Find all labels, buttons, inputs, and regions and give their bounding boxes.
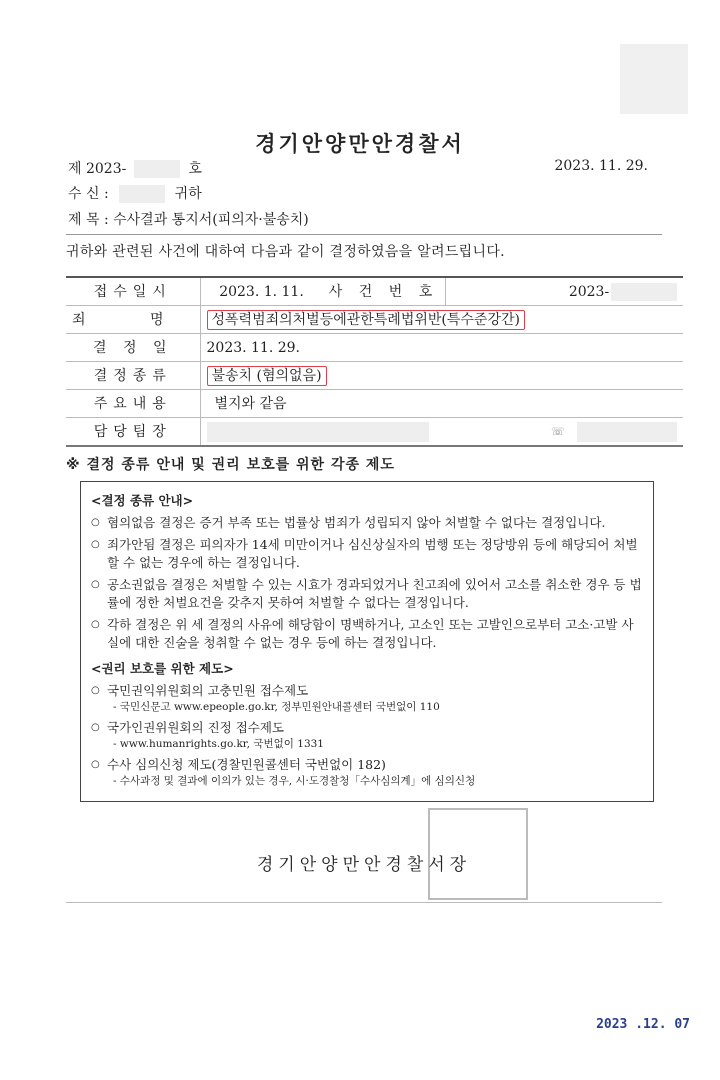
recipient-line xyxy=(68,183,202,203)
summary-label: 주요내용 xyxy=(66,390,200,418)
redacted-phone xyxy=(577,422,677,442)
redacted-recipient xyxy=(119,185,165,203)
document-number xyxy=(68,158,202,178)
case-no-cell xyxy=(445,277,683,306)
manager-label: 담당팀장 xyxy=(66,418,200,447)
guide-item-text: 혐의없음 결정은 증거 부족 또는 법률상 범죄가 성립되지 않아 처벌할 수 없다는 결정입니다. xyxy=(107,515,606,530)
guide-heading: <결정 종류 안내> xyxy=(91,493,194,508)
issuer-chief: 경기안양만안경찰서장 xyxy=(256,855,472,875)
document-body xyxy=(66,242,662,903)
case-info-table xyxy=(66,276,683,447)
subject-text: 수사결과 통지서(피의자·불송치) xyxy=(113,212,309,228)
bullet-icon: ○ xyxy=(91,685,100,696)
redacted-doc-no xyxy=(134,160,180,178)
guide-item-text: 죄가안됨 결정은 피의자가 14세 미만이거나 심신상실자의 범행 또는 정당방위 등에 해당되어 처벌할 수 없는 경우에 하는 결정입니다. xyxy=(107,537,638,570)
table-row xyxy=(66,334,683,362)
manager-cell xyxy=(200,418,683,447)
case-no-value: 2023- xyxy=(568,283,610,300)
redacted-area xyxy=(620,44,688,114)
received-label: 접수일시 xyxy=(66,277,200,306)
rights-heading: <권리 보호를 위한 제도> xyxy=(91,661,234,676)
signature-area xyxy=(66,806,662,902)
divider xyxy=(66,902,662,903)
bullet-icon: ○ xyxy=(91,722,100,733)
intro-text: 귀하와 관련된 사건에 대하여 다음과 같이 결정하였음을 알려드립니다. xyxy=(66,244,505,260)
rights-item xyxy=(91,719,643,752)
recipient-label: 수 신 : xyxy=(68,186,109,202)
decision-type-cell xyxy=(200,362,683,390)
charge-cell xyxy=(200,306,683,334)
divider xyxy=(66,234,662,235)
rights-item xyxy=(91,756,643,789)
bullet-icon: ○ xyxy=(91,539,100,550)
subject-line xyxy=(68,209,309,229)
doc-no-prefix: 제 2023- xyxy=(68,161,127,177)
decision-date-value: 2023. 11. 29. xyxy=(200,334,683,362)
guide-item-text: 공소권없음 결정은 처벌할 수 있는 시효가 경과되었거나 친고죄에 있어서 고소를 취소한 경우 등 법률에 정한 처벌요건을 갖추지 못하여 처벌할 수 없다는 결정입니다. xyxy=(107,577,642,610)
guide-item xyxy=(91,536,643,572)
charge-label: 죄 명 xyxy=(66,306,200,334)
decision-date-label: 결 정 일 xyxy=(66,334,200,362)
table-row xyxy=(66,306,683,334)
guide-item xyxy=(91,514,643,532)
summary-value: 별지와 같음 xyxy=(200,390,683,418)
bullet-icon: ○ xyxy=(91,619,100,630)
received-date-stamp: 2023 .12. 07 xyxy=(596,1017,690,1032)
table-row xyxy=(66,362,683,390)
rights-item xyxy=(91,682,643,715)
rights-item-detail: - 수사과정 및 결과에 이의가 있는 경우, 시·도경찰청「수사심의계」에 심의신청 xyxy=(113,775,476,787)
bullet-icon: ○ xyxy=(91,759,100,770)
bullet-icon: ○ xyxy=(91,579,100,590)
table-row xyxy=(66,390,683,418)
guide-item-text: 각하 결정은 위 세 결정의 사유에 해당함이 명백하거나, 고소인 또는 고발인으로부터 고소·고발 사실에 대한 진술을 청취할 수 없는 경우 등에 하는 결정입니다. xyxy=(107,617,634,650)
table-row xyxy=(66,418,683,447)
rights-item-detail: - www.humanrights.go.kr, 국번없이 1331 xyxy=(113,738,324,750)
rights-item-detail: - 국민신문고 www.epeople.go.kr, 정부민원안내콜센터 국번없이 110 xyxy=(113,701,440,713)
doc-no-suffix: 호 xyxy=(188,161,202,177)
issuer-title: 경기안양만안경찰서 xyxy=(255,132,465,156)
rights-item-title: 수사 심의신청 제도(경찰민원콜센터 국번없이 182) xyxy=(107,757,386,772)
decision-type-value: 불송치 (혐의없음) xyxy=(207,366,327,386)
phone-icon: ☏ xyxy=(550,424,565,438)
redacted-case-no xyxy=(611,283,677,301)
received-value: 2023. 1. 11. xyxy=(200,277,323,306)
redacted-manager xyxy=(207,422,429,442)
guide-item xyxy=(91,616,643,652)
bullet-icon: ○ xyxy=(91,517,100,528)
document-date: 2023. 11. 29. xyxy=(554,158,648,174)
decision-type-label: 결정종류 xyxy=(66,362,200,390)
rights-item-title: 국가인권위원회의 진정 접수제도 xyxy=(107,720,284,735)
case-no-label: 사 건 번 호 xyxy=(323,277,446,306)
guide-box xyxy=(80,481,654,802)
guide-item xyxy=(91,576,643,612)
charge-value: 성폭력범죄의처벌등에관한특례법위반(특수준강간) xyxy=(207,310,525,330)
notice-heading: ※ 결정 종류 안내 및 권리 보호를 위한 각종 제도 xyxy=(66,457,395,473)
rights-item-title: 국민권익위원회의 고충민원 접수제도 xyxy=(107,683,309,698)
subject-label: 제 목 : xyxy=(68,212,109,228)
table-row xyxy=(66,277,683,306)
recipient-suffix: 귀하 xyxy=(174,186,202,202)
